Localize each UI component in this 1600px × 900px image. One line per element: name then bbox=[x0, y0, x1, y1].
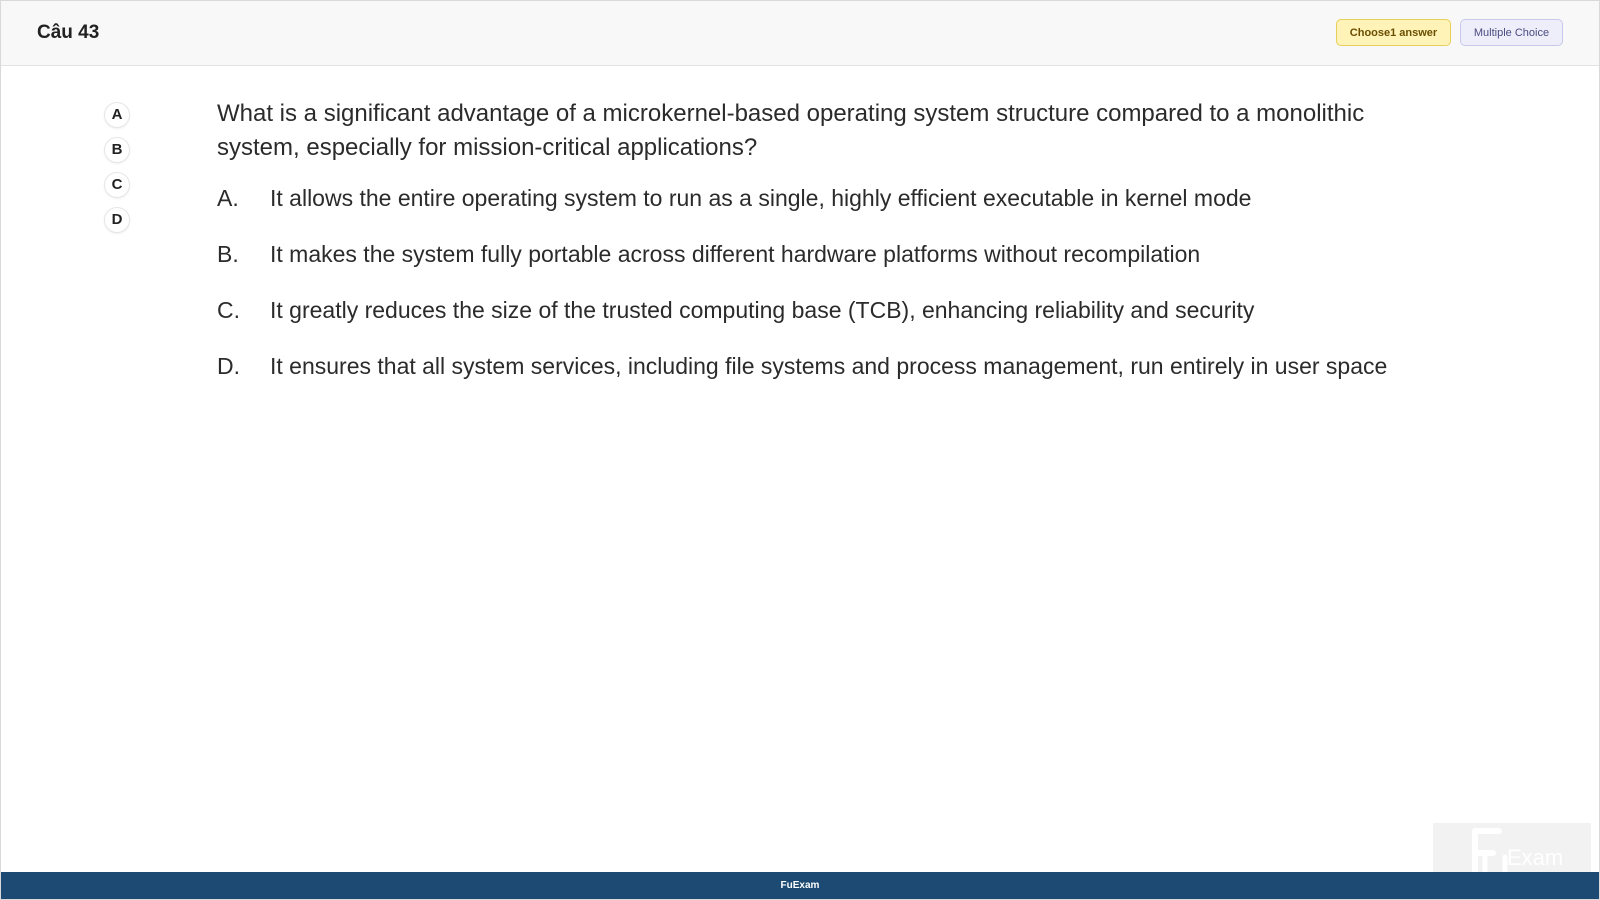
question-text: What is a significant advantage of a microkernel-based operating system structure compared to a monolithic system, especially for mission-critical applications? bbox=[217, 100, 1365, 161]
choose-count-badge: Choose1 answer bbox=[1336, 19, 1451, 46]
option-c[interactable] bbox=[217, 293, 1417, 349]
option-text: It greatly reduces the size of the trusted computing base (TCB), enhancing reliability and security bbox=[270, 297, 1255, 323]
option-d[interactable] bbox=[217, 349, 1417, 405]
option-letter: C. bbox=[217, 297, 240, 323]
answer-nav bbox=[104, 102, 130, 242]
option-text: It ensures that all system services, including file systems and process management, run entirely in user space bbox=[270, 353, 1388, 379]
question-content bbox=[217, 97, 1417, 405]
question-number: Câu 43 bbox=[37, 22, 100, 43]
svg-text:Exam: Exam bbox=[1507, 845, 1564, 870]
footer-brand: FuExam bbox=[780, 880, 820, 891]
answer-nav-c[interactable]: C bbox=[104, 172, 130, 198]
option-letter: A. bbox=[217, 185, 239, 211]
option-a[interactable] bbox=[217, 181, 1417, 237]
answer-nav-a[interactable]: A bbox=[104, 102, 130, 128]
question-type-badge: Multiple Choice bbox=[1460, 19, 1563, 46]
option-text: It allows the entire operating system to run as a single, highly efficient executable in kernel mode bbox=[270, 185, 1252, 211]
question-header bbox=[1, 1, 1599, 66]
answer-nav-b[interactable]: B bbox=[104, 137, 130, 163]
footer-bar bbox=[1, 872, 1599, 899]
option-b[interactable] bbox=[217, 237, 1417, 293]
option-letter: B. bbox=[217, 241, 239, 267]
answer-nav-d[interactable]: D bbox=[104, 207, 130, 233]
option-text: It makes the system fully portable across different hardware platforms without recompilation bbox=[270, 241, 1201, 267]
option-letter: D. bbox=[217, 353, 240, 379]
